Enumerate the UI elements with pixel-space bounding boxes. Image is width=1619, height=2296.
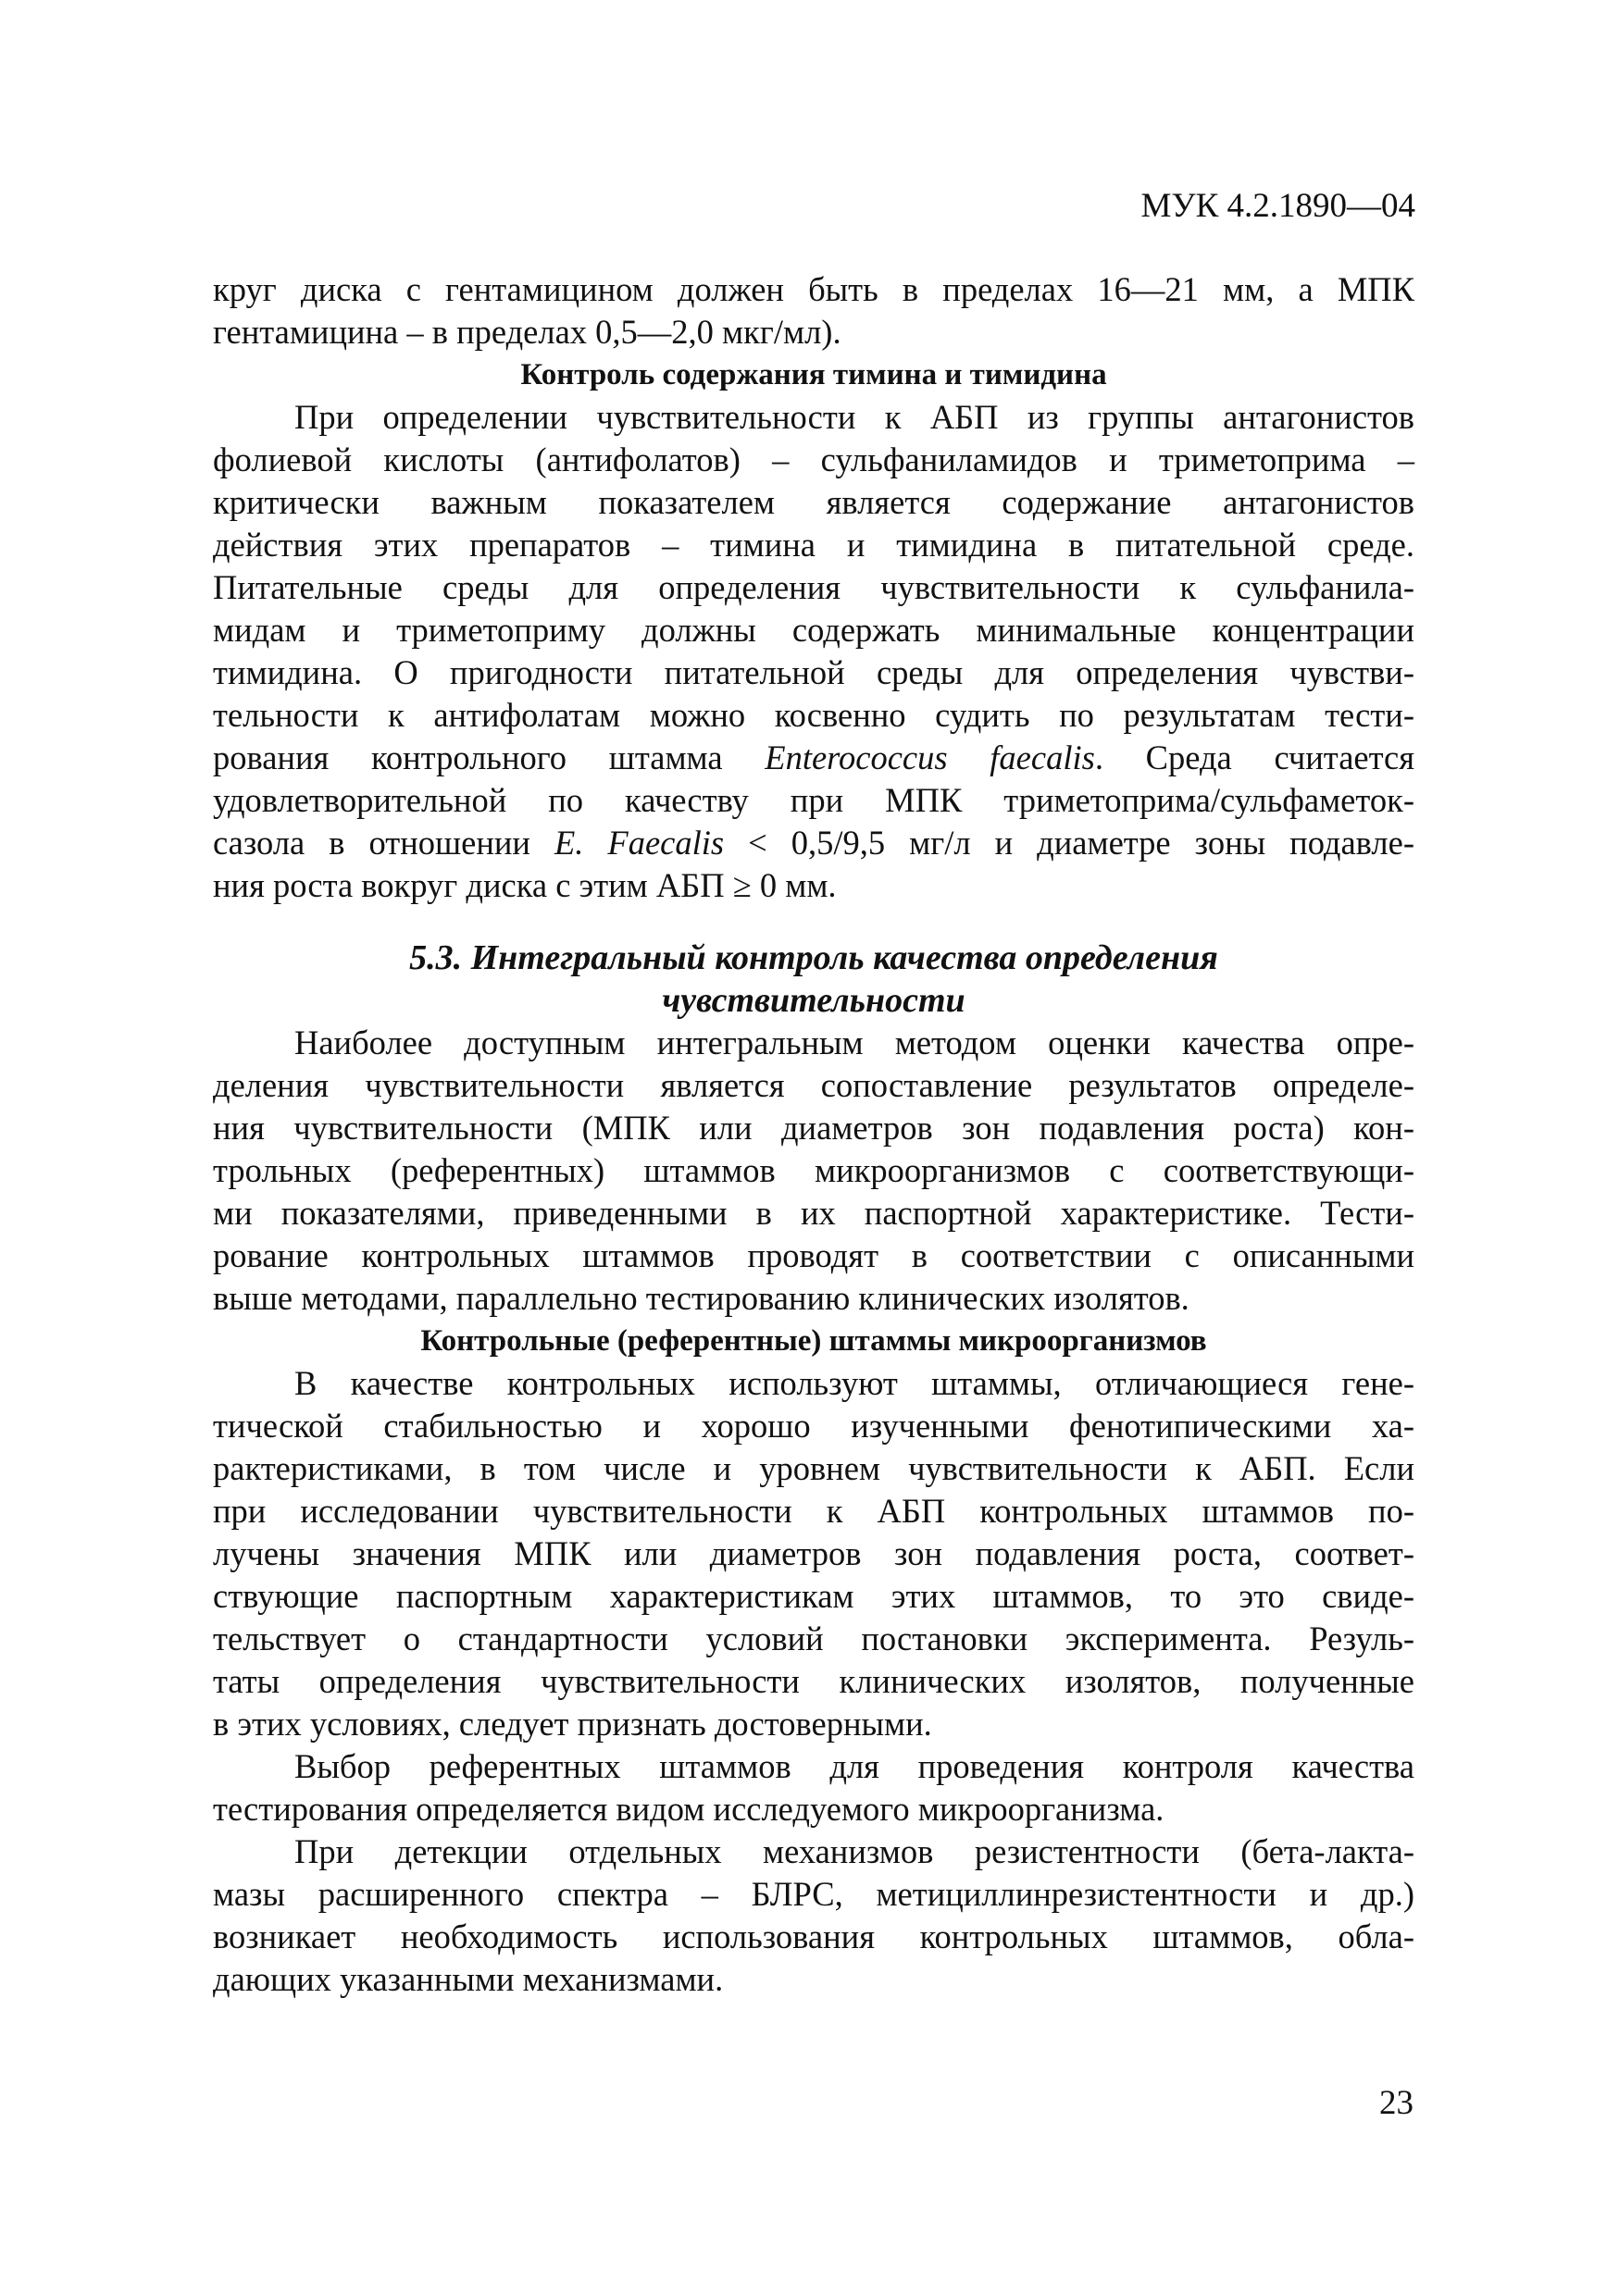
paragraph-strain-choice — [213, 1745, 1414, 1831]
text-line — [213, 737, 1414, 779]
subheading-thymine: Контроль содержания тимина и тимидина — [520, 358, 1107, 391]
subheading-reference-strains: Контрольные (референтные) штаммы микроорганизмов — [420, 1324, 1207, 1358]
text-line: тимидина. О пригодности питательной среды для определения чувстви- — [213, 653, 1414, 691]
paragraph-integral-control — [213, 1022, 1414, 1320]
text-line: рактеристиками, в том числе и уровнем чувствительности к АБП. Если — [213, 1449, 1414, 1487]
text-line: при исследовании чувствительности к АБП контрольных штаммов по- — [213, 1492, 1414, 1530]
text-line: круг диска с гентамицином должен быть в пределах 16—21 мм, а МПК — [213, 270, 1414, 308]
text-span: < 0,5/9,5 мг/л и диаметре зоны подавле- — [724, 824, 1415, 862]
text-line: Питательные среды для определения чувствительности к сульфанила- — [213, 568, 1414, 606]
text-line: дающих указанными механизмами. — [213, 1960, 724, 1998]
text-line: выше методами, параллельно тестированию клинических изолятов. — [213, 1279, 1189, 1317]
text-line: в этих условиях, следует признать достоверными. — [213, 1705, 932, 1743]
text-line: ния чувствительности (МПК или диаметров зон подавления роста) кон- — [213, 1109, 1414, 1147]
paragraph-thymine — [213, 396, 1414, 907]
text-line: действия этих препаратов – тимина и тимидина в питательной среде. — [213, 526, 1414, 564]
text-line: удовлетворительной по качеству при МПК триметоприма/сульфаметок- — [213, 781, 1414, 819]
text-line: тельности к антифолатам можно косвенно судить по результатам тести- — [213, 696, 1414, 734]
text-line: лучены значения МПК или диаметров зон подавления роста, соответ- — [213, 1534, 1414, 1572]
spacer — [213, 907, 1414, 937]
text-span: рования контрольного штамма — [213, 738, 766, 776]
page-content — [213, 268, 1414, 2001]
text-line: При детекции отдельных механизмов резистентности (бета-лакта- — [294, 1832, 1414, 1870]
text-line: возникает необходимость использования контрольных штаммов, обла- — [213, 1917, 1414, 1955]
text-line: деления чувствительности является сопоставление результатов определе- — [213, 1066, 1414, 1104]
paragraph-continuation — [213, 268, 1414, 354]
text-line: ми показателями, приведенными в их паспортной характеристике. Тести- — [213, 1194, 1414, 1232]
section-title-line: 5.3. Интегральный контроль качества определения — [409, 938, 1218, 977]
text-line: Выбор референтных штаммов для проведения контроля качества — [294, 1747, 1414, 1785]
species-name-italic: E. Faecalis — [554, 824, 725, 862]
text-line: мазы расширенного спектра – БЛРС, метициллинрезистентности и др.) — [213, 1875, 1414, 1913]
section-title-5-3 — [213, 937, 1414, 1022]
text-line: ствующие паспортным характеристикам этих штаммов, то это свиде- — [213, 1577, 1414, 1615]
text-line: таты определения чувствительности клинических изолятов, полученные — [213, 1662, 1414, 1700]
text-line: В качестве контрольных используют штаммы, отличающиеся гене- — [294, 1364, 1414, 1402]
paragraph-reference-strains — [213, 1362, 1414, 1745]
text-line: Наиболее доступным интегральным методом оценки качества опре- — [294, 1024, 1414, 1061]
text-line: рование контрольных штаммов проводят в соответствии с описанными — [213, 1236, 1414, 1274]
text-line: мидам и триметоприму должны содержать минимальные концентрации — [213, 611, 1414, 649]
text-line: тической стабильностью и хорошо изученными фенотипическими ха- — [213, 1407, 1414, 1445]
text-span: сазола в отношении — [213, 824, 554, 862]
text-line — [213, 822, 1414, 864]
text-line: ния роста вокруг диска с этим АБП ≥ 0 мм. — [213, 866, 837, 904]
text-line: фолиевой кислоты (антифолатов) – сульфаниламидов и триметоприма – — [213, 441, 1414, 478]
text-span: . Среда считается — [1094, 738, 1414, 776]
running-header: МУК 4.2.1890—04 — [1140, 187, 1415, 225]
page-number: 23 — [1379, 2084, 1414, 2122]
text-line: трольных (референтных) штаммов микроорганизмов с соответствующи- — [213, 1151, 1414, 1189]
species-name-italic: Enterococcus faecalis — [765, 738, 1095, 776]
text-line: тельствует о стандартности условий постановки эксперимента. Резуль- — [213, 1620, 1414, 1657]
text-line: критически важным показателем является содержание антагонистов — [213, 483, 1414, 521]
text-line: При определении чувствительности к АБП из группы антагонистов — [294, 398, 1414, 436]
text-line: тестирования определяется видом исследуемого микроорганизма. — [213, 1790, 1164, 1828]
paragraph-resistance-detection — [213, 1831, 1414, 2001]
section-title-line: чувствительности — [662, 981, 965, 1020]
text-line: гентамицина – в пределах 0,5—2,0 мкг/мл). — [213, 313, 841, 351]
